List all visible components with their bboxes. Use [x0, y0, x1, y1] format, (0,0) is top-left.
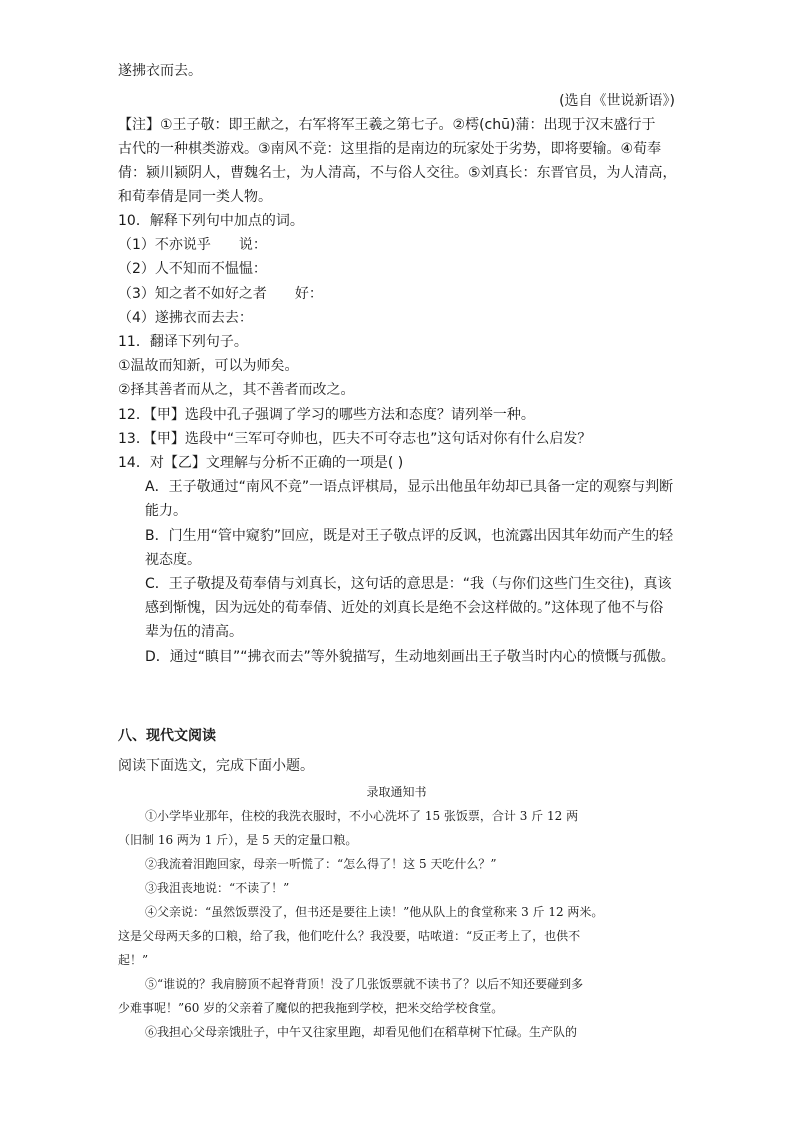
note-line: 【注】①王子敬：即王献之，右军将军王羲之第七子。②樗(chū)蒲：出现于汉末盛行于 [118, 117, 656, 133]
source-citation: (选自《世说新语》) [559, 93, 675, 109]
article-paragraph: ①小学毕业那年，住校的我洗衣服时，不小心洗坏了 15 张饭票，合计 3 斤 12 两 [145, 809, 579, 823]
article-line: 起！” [118, 953, 149, 967]
question-11-item-2: ②择其善者而从之，其不善者而改之。 [118, 382, 355, 398]
option-b-cont: 视态度。 [145, 552, 201, 568]
article-line: 这是父母两天多的口粮，给了我，他们吃什么？我没要，咕哝道：“反正考上了，也供不 [118, 929, 581, 943]
question-10-item-4: （4）遂拂衣而去去： [118, 310, 253, 326]
article-paragraph: ③我沮丧地说：“不读了！” [145, 881, 290, 895]
question-10-item-2: （2）人不知而不愠愠： [118, 261, 267, 277]
option-c-cont: 感到惭愧，因为远处的荀奉倩、近处的刘真长是绝不会这样做的。”这体现了他不与俗 [145, 600, 664, 616]
option-a: A．王子敬通过“南风不竞”一语点评棋局，显示出他虽年幼却已具备一定的观察与判断 [145, 479, 674, 495]
option-c: C．王子敬提及荀奉倩与刘真长，这句话的意思是：“我（与你们这些门生交往)，真该 [145, 576, 672, 592]
question-11-item-1: ①温故而知新，可以为师矣。 [118, 358, 299, 374]
question-14: 14．对【乙】文理解与分析不正确的一项是( ) [118, 455, 404, 471]
option-b: B．门生用“管中窥豹”回应，既是对王子敬点评的反讽，也流露出因其年幼而产生的轻 [145, 528, 674, 544]
question-11: 11．翻译下列句子。 [118, 334, 248, 350]
article-line: 少难事呢！”60 岁的父亲着了魔似的把我拖到学校，把米交给学校食堂。 [118, 1001, 504, 1015]
passage-tail-line: 遂拂衣而去。 [118, 63, 202, 79]
option-d: D．通过“瞋目”“拂衣而去”等外貌描写，生动地刻画出王子敬当时内心的愤慨与孤傲。 [145, 649, 675, 665]
question-13: 13．【甲】选段中“三军可夺帅也，匹夫不可夺志也”这句话对你有什么启发？ [118, 431, 592, 447]
question-10-item-1: （1）不亦说乎 说： [118, 237, 267, 253]
section-instruction: 阅读下面选文，完成下面小题。 [118, 758, 314, 774]
option-c-cont: 辈为伍的清高。 [145, 624, 243, 640]
article-paragraph: ②我流着泪跑回家，母亲一听慌了：“怎么得了！这 5 天吃什么？” [145, 857, 497, 871]
option-a-cont: 能力。 [145, 503, 187, 519]
section-heading: 八、现代文阅读 [118, 728, 216, 744]
article-paragraph: ④父亲说：“虽然饭票没了，但书还是要往上读！”他从队上的食堂称来 3 斤 12 两米。 [145, 905, 604, 919]
note-line: 和荀奉倩是同一类人物。 [118, 189, 272, 205]
note-line: 古代的一种棋类游戏。③南风不竞：这里指的是南边的玩家处于劣势，即将要输。④荀奉 [118, 141, 662, 157]
article-line: （旧制 16 两为 1 斤），是 5 天的定量口粮。 [118, 833, 358, 847]
article-paragraph: ⑥我担心父母亲饿肚子，中午又往家里跑，却看见他们在稻草树下忙碌。生产队的 [145, 1025, 578, 1039]
question-10-item-3: （3）知之者不如好之者 好： [118, 286, 323, 302]
question-12: 12．【甲】选段中孔子强调了学习的哪些方法和态度？请列举一种。 [118, 407, 535, 423]
article-paragraph: ⑤“谁说的？我肩膀顶不起脊背顶！没了几张饭票就不读书了？以后不知还要碰到多 [145, 977, 584, 991]
note-line: 倩：颍川颍阴人，曹魏名士，为人清高，不与俗人交往。⑤刘真长：东晋官员，为人清高， [118, 165, 677, 181]
question-10: 10．解释下列句中加点的词。 [118, 213, 304, 229]
article-title: 录取通知书 [366, 785, 427, 799]
